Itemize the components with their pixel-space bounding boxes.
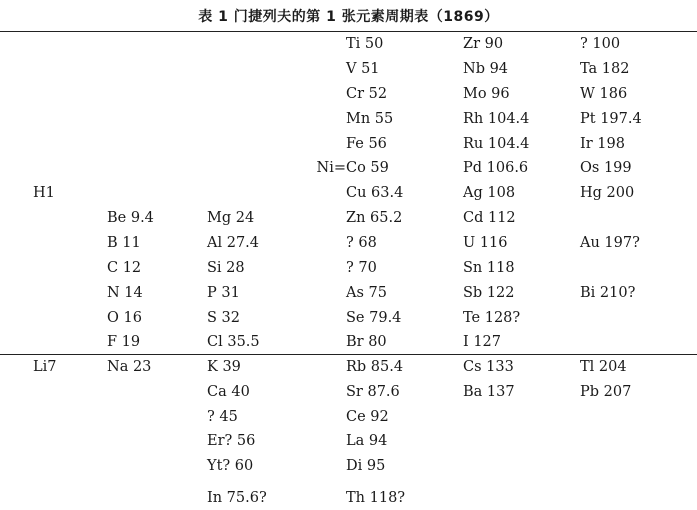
element-cell: ? 70 [346,260,377,276]
element-cell: Rh 104.4 [463,111,530,127]
element-cell: Ba 137 [463,384,515,400]
element-cell: In 75.6? [207,490,267,506]
element-cell: Si 28 [207,260,245,276]
element-cell: Ti 50 [346,36,384,52]
element-cell: Ag 108 [463,185,516,201]
element-cell: Se 79.4 [346,310,402,326]
element-cell: La 94 [346,433,388,449]
element-cell: B 11 [107,235,141,251]
element-cell: Zr 90 [463,36,504,52]
table-title: 表 1 门捷列夫的第 1 张元素周期表（1869） [198,9,499,25]
element-cell: Br 80 [346,334,387,350]
element-cell: Co 59 [346,160,389,176]
element-cell: ? 100 [580,36,621,52]
element-cell: Os 199 [580,160,632,176]
element-cell: Yt? 60 [207,458,254,474]
element-cell: Bi 210? [580,285,636,301]
element-cell: Er? 56 [207,433,256,449]
element-cell: Di 95 [346,458,386,474]
element-cell: Fe 56 [346,136,387,152]
element-cell: Hg 200 [580,185,635,201]
element-prefix: Ni= [316,160,346,176]
element-cell: Ru 104.4 [463,136,530,152]
element-cell: Sb 122 [463,285,515,301]
element-cell: Mn 55 [346,111,394,127]
element-cell: V 51 [346,61,380,77]
element-cell: Cl 35.5 [207,334,260,350]
element-cell: Sn 118 [463,260,515,276]
element-cell: Mo 96 [463,86,510,102]
element-cell: Au 197? [580,235,640,251]
element-cell: As 75 [346,285,387,301]
element-cell: Cu 63.4 [346,185,404,201]
element-cell: Be 9.4 [107,210,154,226]
element-cell: Ir 198 [580,136,625,152]
element-cell: Th 118? [346,490,406,506]
element-cell: ? 45 [207,409,238,425]
element-cell: Te 128? [463,310,521,326]
element-cell: F 19 [107,334,141,350]
element-cell: S 32 [207,310,240,326]
element-cell: Zn 65.2 [346,210,403,226]
element-cell: U 116 [463,235,508,251]
element-cell: I 127 [463,334,502,350]
element-cell: Na 23 [107,359,152,375]
element-cell: C 12 [107,260,142,276]
element-cell: Cs 133 [463,359,514,375]
middle-rule [0,354,697,355]
element-cell: Pd 106.6 [463,160,529,176]
element-cell: Rb 85.4 [346,359,404,375]
element-cell: Nb 94 [463,61,509,77]
element-cell: ? 68 [346,235,377,251]
element-cell: Ta 182 [580,61,630,77]
element-cell: Mg 24 [207,210,255,226]
element-cell: Pt 197.4 [580,111,642,127]
element-cell: Sr 87.6 [346,384,400,400]
element-cell: Pb 207 [580,384,632,400]
element-cell: P 31 [207,285,240,301]
element-cell: Cr 52 [346,86,388,102]
element-cell: Li7 [33,359,57,375]
element-cell: K 39 [207,359,241,375]
element-cell: Cd 112 [463,210,516,226]
element-cell: N 14 [107,285,143,301]
element-cell: Al 27.4 [207,235,260,251]
element-cell: Tl 204 [580,359,627,375]
element-cell: Ca 40 [207,384,250,400]
element-cell: O 16 [107,310,142,326]
element-cell: W 186 [580,86,628,102]
element-cell: H1 [33,185,55,201]
element-cell: Ce 92 [346,409,389,425]
top-rule [0,31,697,32]
